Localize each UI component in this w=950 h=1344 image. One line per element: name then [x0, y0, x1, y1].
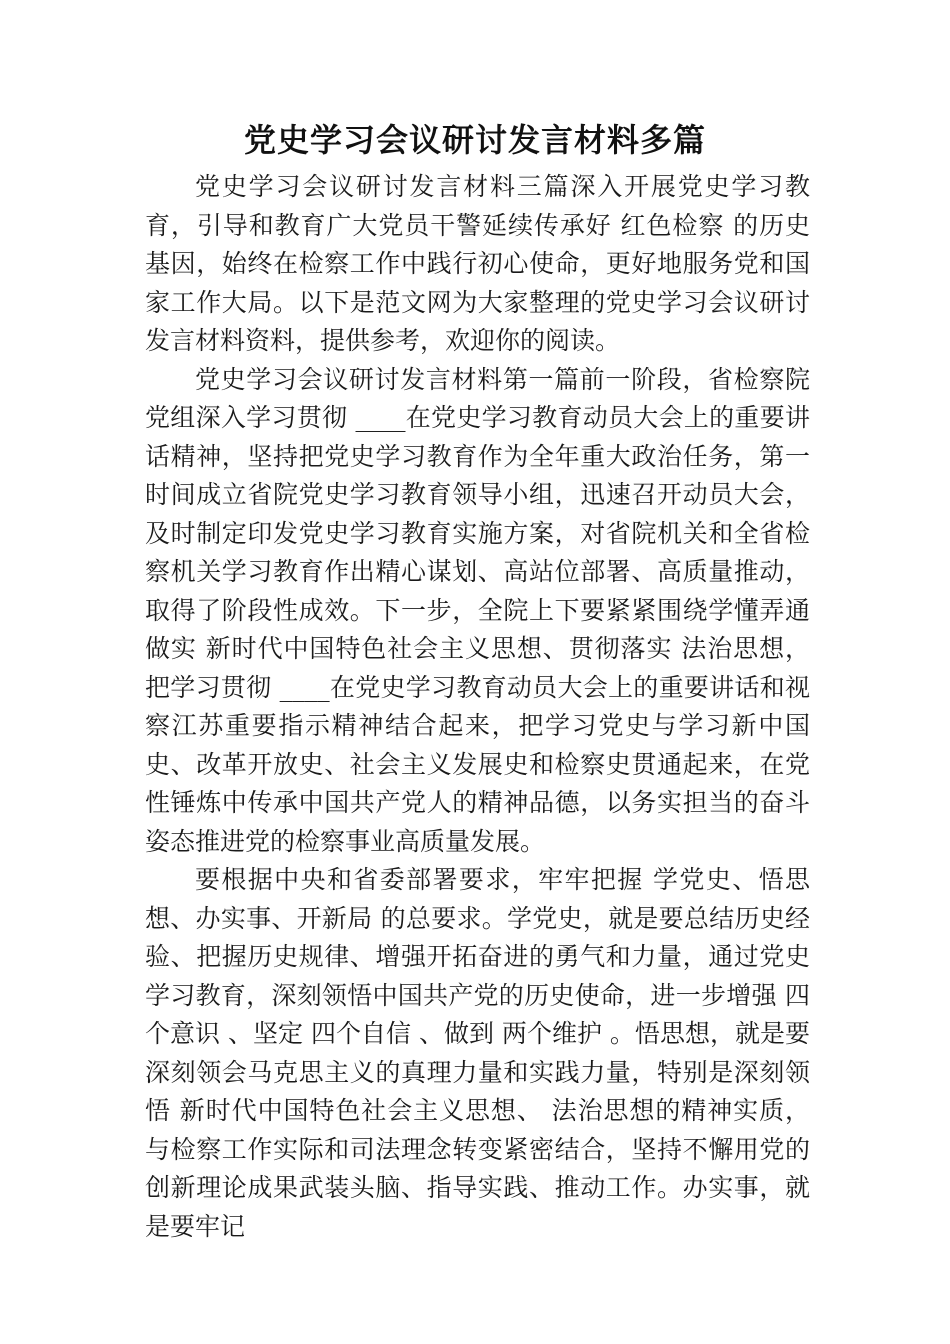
document-title: 党史学习会议研讨发言材料多篇 [243, 121, 706, 159]
paragraph-requirements: 要根据中央和省委部署要求，牢牢把握 学党史、悟思想、办实事、开新局 的总要求。学党史，就是要总结历史经验、把握历史规律、增强开拓奋进的勇气和力量，通过党史学习教育，深刻领悟中国共产党的历史使命，进一步增强 四个意识 、坚定 四个自信 、做到 两个维护 。悟思想，就是要深刻领会马克思主义的真理力量和实践力量，特别是深刻领悟 新时代中国特色社会主义思想、 法治思想的精神实质，与检察工作实际和司法理念转变紧密结合，坚持不懈用党的创新理论成果武装头脑、指导实践、推动工作。办实事，就是要牢记 [145, 865, 810, 1241]
paragraph-first-article: 党史学习会议研讨发言材料第一篇前一阶段，省检察院党组深入学习贯彻 ____在党史学习教育动员大会上的重要讲话精神，坚持把党史学习教育作为全年重大政治任务，第一时间成立省院党史学习教育领导小组，迅速召开动员大会，及时制定印发党史学习教育实施方案，对省院机关和全省检察机关学习教育作出精心谋划、高站位部署、高质量推动，取得了阶段性成效。下一步，全院上下要紧紧围绕学懂弄通做实 新时代中国特色社会主义思想、贯彻落实 法治思想，把学习贯彻 ____在党史学习教育动员大会上的重要讲话和视察江苏重要指示精神结合起来，把学习党史与学习新中国史、改革开放史、社会主义发展史和检察史贯通起来，在党性锤炼中传承中国共产党人的精神品德，以务实担当的奋斗姿态推进党的检察事业高质量发展。 [145, 364, 810, 856]
document-body [145, 168, 810, 1246]
paragraph-intro: 党史学习会议研讨发言材料三篇深入开展党史学习教育，引导和教育广大党员干警延续传承好 红色检察 的历史基因，始终在检察工作中践行初心使命，更好地服务党和国家工作大局。以下是范文网为大家整理的党史学习会议研讨发言材料资料，提供参考，欢迎你的阅读。 [145, 172, 810, 355]
